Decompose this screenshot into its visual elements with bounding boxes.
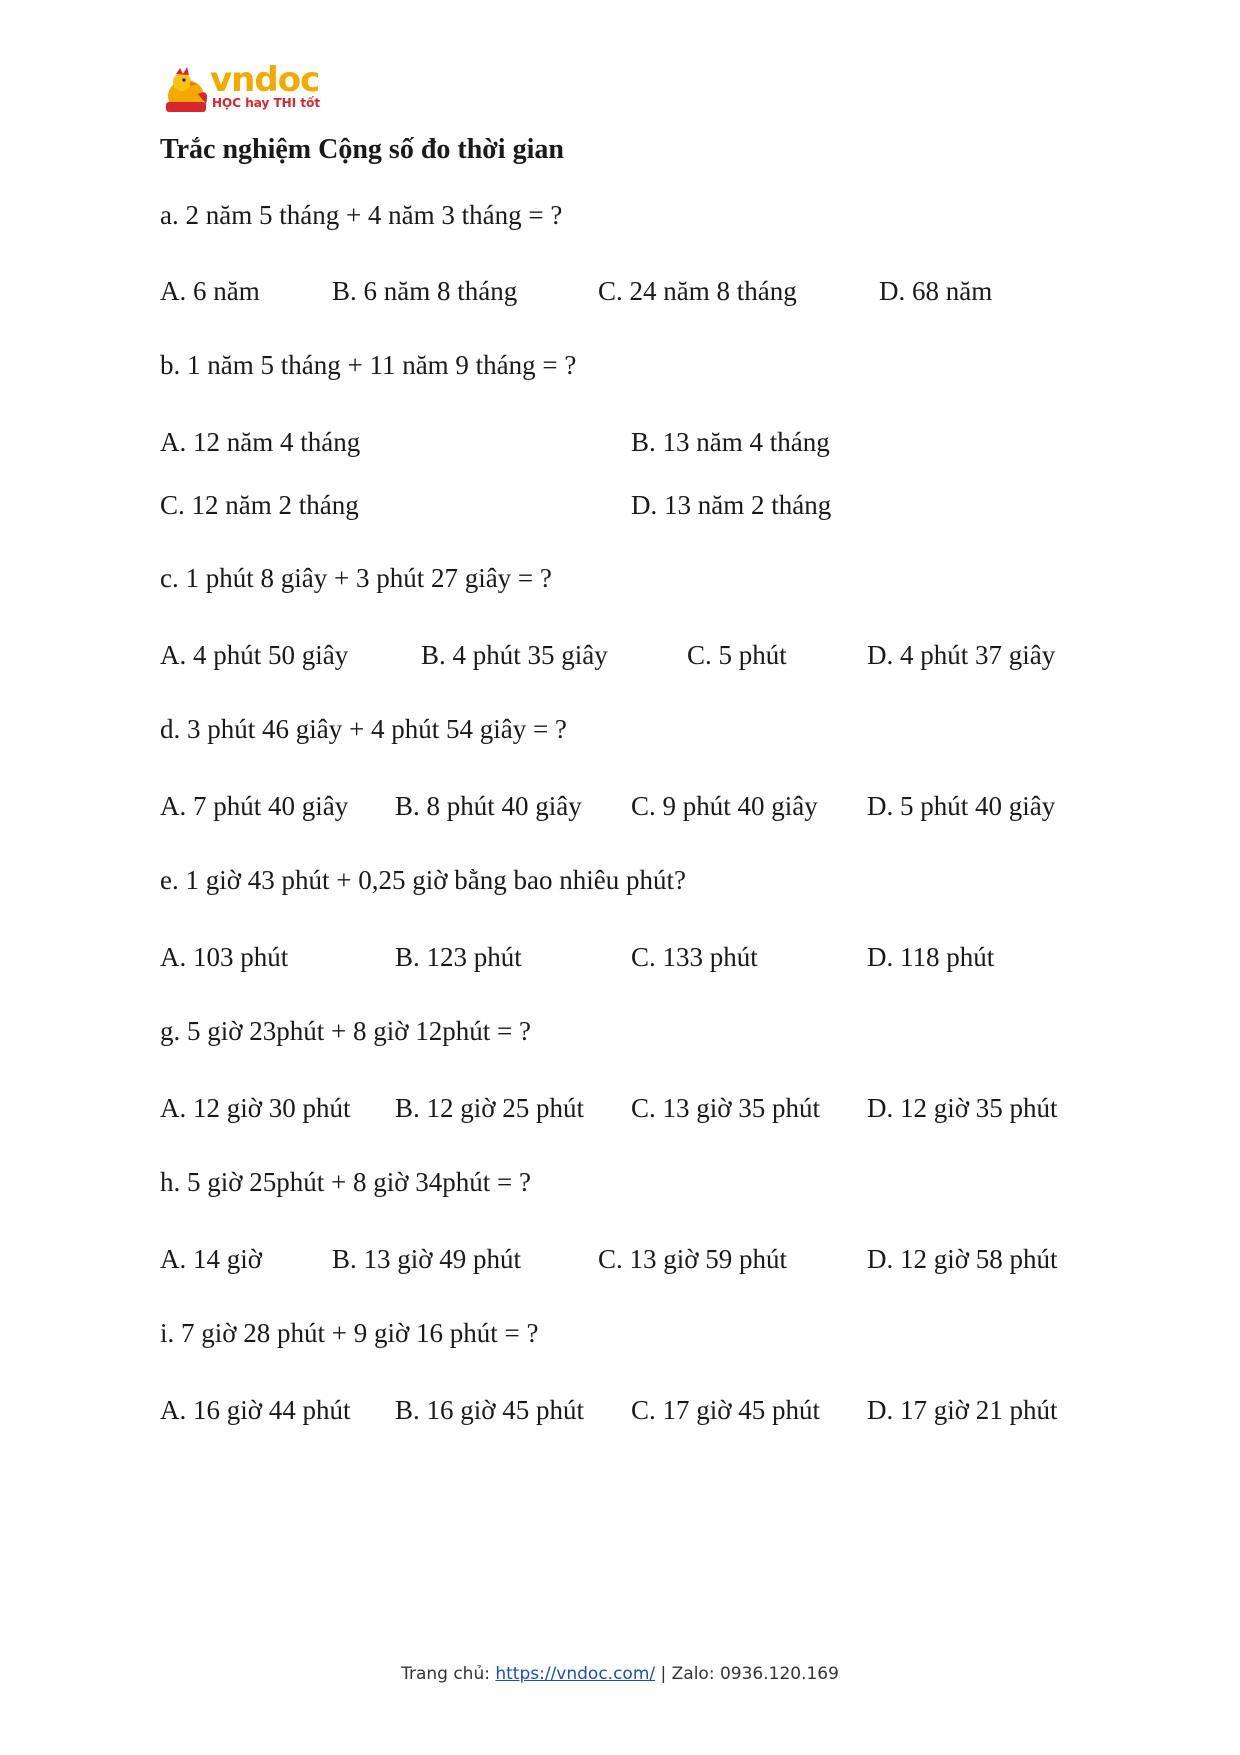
question-8-option-b: B. 16 giờ 45 phút [395,1395,585,1425]
question-6-option-a: A. 12 giờ 30 phút [160,1093,351,1123]
question-8-option-a: A. 16 giờ 44 phút [160,1395,351,1425]
question-7-option-a: A. 14 giờ [160,1244,263,1274]
question-3-option-c: C. 5 phút [687,640,787,670]
question-2: b. 1 năm 5 tháng + 11 năm 9 tháng = ? [160,350,577,380]
question-6: g. 5 giờ 23phút + 8 giờ 12phút = ? [160,1016,531,1046]
question-5: e. 1 giờ 43 phút + 0,25 giờ bằng bao nhiêu phút? [160,865,686,895]
vndoc-logo [160,62,320,118]
question-5-option-c: C. 133 phút [631,942,758,972]
logo-wordmark: vndoc [210,60,320,100]
question-2-option-a: A. 12 năm 4 tháng [160,427,361,457]
question-7: h. 5 giờ 25phút + 8 giờ 34phút = ? [160,1167,531,1197]
question-8-option-c: C. 17 giờ 45 phút [631,1395,821,1425]
question-1-option-a: A. 6 năm [160,276,260,306]
question-5-option-a: A. 103 phút [160,942,289,972]
question-5-option-d: D. 118 phút [867,942,995,972]
homepage-link[interactable]: https://vndoc.com/ [495,1664,656,1684]
question-7-option-b: B. 13 giờ 49 phút [332,1244,522,1274]
question-3-option-a: A. 4 phút 50 giây [160,640,349,670]
question-2-option-b: B. 13 năm 4 tháng [631,427,830,457]
question-1-option-b: B. 6 năm 8 tháng [332,276,518,306]
footer-prefix: Trang chủ: [401,1664,496,1684]
question-7-option-c: C. 13 giờ 59 phút [598,1244,788,1274]
logo-tagline: HỌC hay THI tốt [212,96,321,110]
question-6-option-d: D. 12 giờ 35 phút [867,1093,1058,1123]
question-8-option-d: D. 17 giờ 21 phút [867,1395,1058,1425]
question-7-option-d: D. 12 giờ 58 phút [867,1244,1058,1274]
question-6-option-b: B. 12 giờ 25 phút [395,1093,585,1123]
question-4-option-a: A. 7 phút 40 giây [160,791,349,821]
question-4-option-c: C. 9 phút 40 giây [631,791,818,821]
question-4: d. 3 phút 46 giây + 4 phút 54 giây = ? [160,714,567,744]
page-title: Trắc nghiệm Cộng số đo thời gian [160,134,564,165]
page-footer [0,1664,1240,1684]
question-8: i. 7 giờ 28 phút + 9 giờ 16 phút = ? [160,1318,539,1348]
question-3: c. 1 phút 8 giây + 3 phút 27 giây = ? [160,563,552,593]
question-5-option-b: B. 123 phút [395,942,522,972]
question-1-option-d: D. 68 năm [879,276,993,306]
question-4-option-d: D. 5 phút 40 giây [867,791,1056,821]
question-2-option-c: C. 12 năm 2 tháng [160,490,359,520]
question-3-option-d: D. 4 phút 37 giây [867,640,1056,670]
rooster-mascot-icon [160,66,212,116]
footer-zalo: | Zalo: 0936.120.169 [655,1664,839,1684]
question-4-option-b: B. 8 phút 40 giây [395,791,582,821]
question-1: a. 2 năm 5 tháng + 4 năm 3 tháng = ? [160,200,563,230]
question-2-option-d: D. 13 năm 2 tháng [631,490,832,520]
question-3-option-b: B. 4 phút 35 giây [421,640,608,670]
question-1-option-c: C. 24 năm 8 tháng [598,276,797,306]
question-6-option-c: C. 13 giờ 35 phút [631,1093,821,1123]
